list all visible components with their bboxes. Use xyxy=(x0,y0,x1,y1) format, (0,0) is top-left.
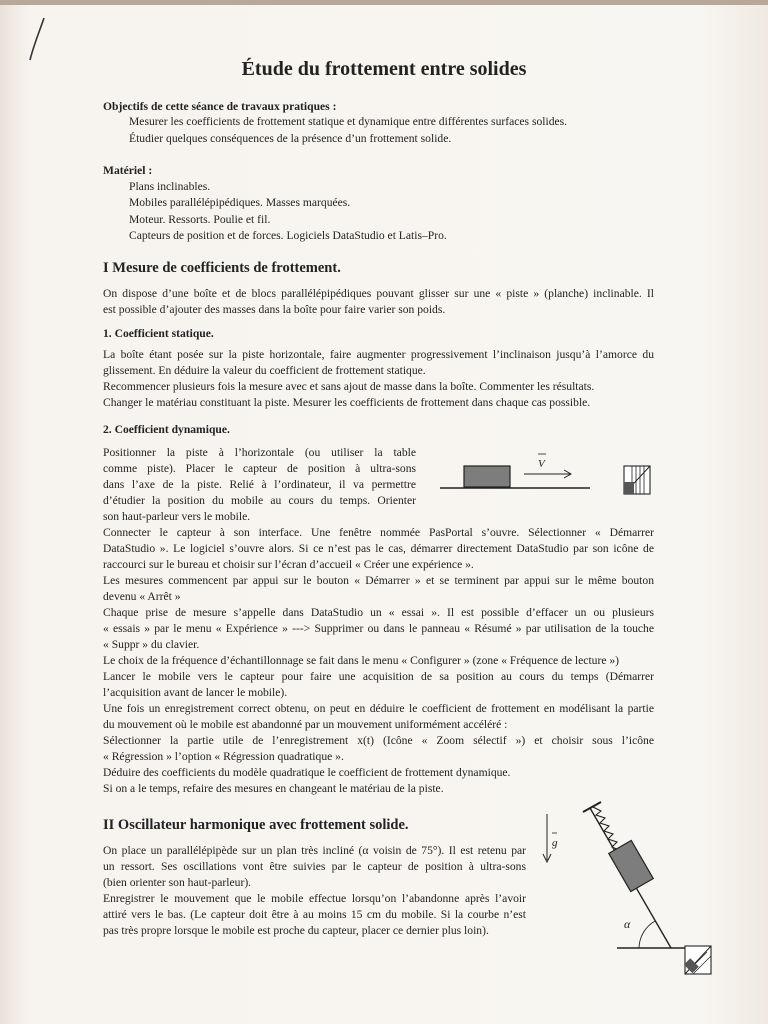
angle-arc xyxy=(639,921,655,948)
materiel-item: Capteurs de position et de forces. Logiciels DataStudio et Latis–Pro. xyxy=(129,229,447,242)
sensor-icon xyxy=(684,946,711,974)
text-line: Si on a le temps, refaire des mesures en changeant le matériau de la piste. xyxy=(103,782,444,795)
section-1-heading: I Mesure de coefficients de frottement. xyxy=(103,260,341,276)
page-title: Étude du frottement entre solides xyxy=(241,58,527,80)
text-line: « essais » par le menu « Expérience » ---> Supprimer ou dans le panneau « Résumé » par utilisation de la touche xyxy=(103,622,654,635)
text-line: Le choix de la fréquence d’échantillonnage se fait dans le menu « Configurer » (zone « Fréquence de lecture ») xyxy=(103,654,620,667)
section-1-intro xyxy=(103,286,654,318)
subsection-1-heading: 1. Coefficient statique. xyxy=(103,327,214,340)
angle-label: α xyxy=(624,917,631,931)
mobile-block xyxy=(464,466,510,487)
text-line: raccourci sur le bureau et choisir sur l’écran d’accueil « Créer une expérience ». xyxy=(103,558,474,571)
text-line: Lancer le mobile vers le capteur pour faire une acquisition de sa position au cours du temps (Démarrer xyxy=(103,670,654,683)
spring xyxy=(593,807,619,850)
text-line: Recommencer plusieurs fois la mesure avec et sans ajout de masse dans la boîte. Commenter les résultats. xyxy=(103,380,595,393)
text-line: pas très propre lorsque le mobile est proche du capteur, placer ce dernier plus loin). xyxy=(103,924,489,937)
text-line: l’acquisition avant de lancer le mobile). xyxy=(103,686,288,699)
text-line: DataStudio ». Le logiciel s’ouvre alors. Si ce n’est pas le cas, démarrer directement DataStudio par son icône de xyxy=(103,542,654,555)
text-line: attiré vers le bas. (Le capteur doit être à au moins 15 cm du mobile. Si la courbe n’est xyxy=(103,908,526,921)
text-line: du mouvement où le mobile est abandonné par un mouvement uniformément accéléré : xyxy=(103,718,508,731)
section-2-heading: II Oscillateur harmonique avec frottement solide. xyxy=(103,817,409,833)
text-line: Déduire des coefficients du modèle quadratique le coefficient de frottement dynamique. xyxy=(103,766,511,779)
objectives-heading: Objectifs de cette séance de travaux pratiques : xyxy=(103,100,337,113)
materiel-item: Moteur. Ressorts. Poulie et fil. xyxy=(129,213,271,226)
text-line: un ressort. Ses oscillations vont être suivies par le capteur de position à ultra-sons xyxy=(103,860,526,873)
pen-mark xyxy=(22,14,52,64)
velocity-label: V xyxy=(538,458,545,470)
text-line: La boîte étant posée sur la piste horizontale, faire augmenter progressivement l’inclinaison jusqu’à l’amorce du xyxy=(103,348,654,361)
materiel-item: Mobiles parallélépipédiques. Masses marquées. xyxy=(129,196,351,209)
text-line: Enregistrer le mouvement que le mobile effectue lorsqu’on l’abandonne après l’avoir xyxy=(103,892,526,905)
text-line: Les mesures commencent par appui sur le bouton « Démarrer » et se terminent par appui sur le même bouton xyxy=(103,574,654,587)
text-line: Chaque prise de mesure s’appelle dans DataStudio un « essai ». Il est possible d’effacer un ou plusieurs xyxy=(103,606,654,619)
page-top-edge xyxy=(0,0,768,5)
text-line: On dispose d’une boîte et de blocs parallélépipédiques pouvant glisser sur une « piste » (planche) inclinable. Il xyxy=(103,287,654,300)
subsection-2-left-text xyxy=(103,445,416,525)
text-line: d’étudier la position du mobile au cours du temps. Orienter xyxy=(103,494,416,507)
text-line: Positionner la piste à l’horizontale (ou utiliser la table xyxy=(103,446,416,459)
text-line: comme piste). Placer le capteur de position à ultra-sons xyxy=(103,462,416,475)
horizontal-track-figure xyxy=(440,450,660,500)
text-line: Connecter le capteur à son interface. Une fenêtre nommée PasPortal s’ouvre. Sélectionner « Démarrer xyxy=(103,526,654,539)
subsection-2-text xyxy=(103,525,654,797)
text-line: « Suppr » du clavier. xyxy=(103,638,200,651)
text-line: est possible d’ajouter des masses dans la boîte pour faire varier son poids. xyxy=(103,303,446,316)
text-line: glissement. En déduire la valeur du coefficient de frottement statique. xyxy=(103,364,426,377)
materiel-item: Plans inclinables. xyxy=(129,180,211,193)
materiel-heading: Matériel : xyxy=(103,164,153,177)
objective-item: Mesurer les coefficients de frottement statique et dynamique entre différentes surfaces solides. xyxy=(129,115,568,128)
text-line: On place un parallélépipède sur un plan très incliné (α voisin de 75°). Il est retenu par xyxy=(103,844,526,857)
text-line: Sélectionner la partie utile de l’enregistrement x(t) (Icône « Zoom sélectif ») et choisir sous l’icône xyxy=(103,734,654,747)
inclined-plane-figure xyxy=(535,800,725,980)
text-line: devenu « Arrêt » xyxy=(103,590,181,603)
text-line: « Régression » l’option « Régression quadratique ». xyxy=(103,750,344,763)
subsection-1-text xyxy=(103,347,654,411)
text-line: dans l’axe de la piste. Relié à l’ordinateur, il va permettre xyxy=(103,478,416,491)
sensor-icon xyxy=(624,466,650,494)
text-line: (bien orienter son haut-parleur). xyxy=(103,876,252,889)
text-line: Changer le matériau constituant la piste. Mesurer les coefficients de frottement dans chaque cas possible. xyxy=(103,396,591,409)
gravity-label: g xyxy=(552,837,558,849)
text-line: Une fois un enregistrement correct obtenu, on peut en déduire le coefficient de frottement en modélisant la partie xyxy=(103,702,654,715)
subsection-2-heading: 2. Coefficient dynamique. xyxy=(103,423,230,436)
text-line: son haut-parleur vers le mobile. xyxy=(103,510,251,523)
section-2-text xyxy=(103,843,526,939)
objective-item: Étudier quelques conséquences de la présence d’un frottement solide. xyxy=(129,132,452,145)
